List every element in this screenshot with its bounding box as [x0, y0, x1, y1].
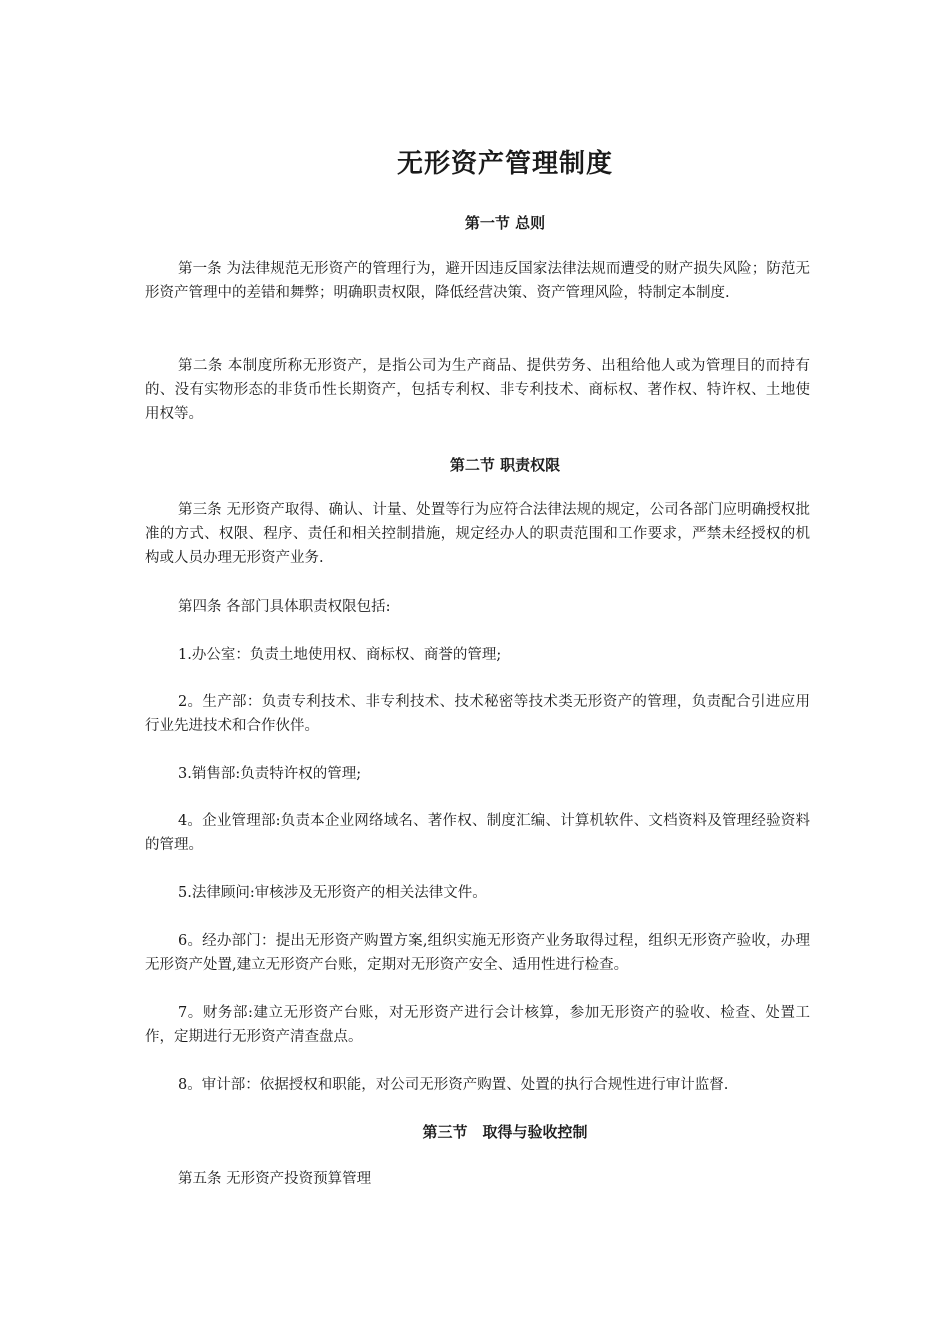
list-item-office: 1.办公室：负责土地使用权、商标权、商誉的管理; — [178, 647, 502, 663]
list-item-legal-counsel: 5.法律顾问:审核涉及无形资产的相关法律文件。 — [178, 885, 487, 901]
article-1-paragraph: 第一条 为法律规范无形资产的管理行为，避开因违反国家法律法规而遭受的财产损失风险；防范无形资产管理中的差错和舞弊；明确职责权限，降低经营决策、资产管理风险，特制定本制度. — [145, 261, 810, 301]
list-item-handling-department: 6。经办部门：提出无形资产购置方案,组织实施无形资产业务取得过程，组织无形资产验收，办理无形资产处置,建立无形资产台账，定期对无形资产安全、适用性进行检查。 — [145, 933, 810, 973]
document-title: 无形资产管理制度 — [396, 149, 613, 179]
list-item-sales: 3.销售部:负责特许权的管理; — [178, 766, 362, 782]
section-heading-2: 第二节 职责权限 — [449, 456, 561, 474]
list-item-finance: 7。财务部:建立无形资产台账，对无形资产进行会计核算，参加无形资产的验收、检查、处置工作，定期进行无形资产清查盘点。 — [145, 1005, 810, 1045]
section-heading-3: 第三节 取得与验收控制 — [422, 1123, 588, 1141]
article-5-paragraph: 第五条 无形资产投资预算管理 — [178, 1171, 372, 1187]
list-item-audit: 8。审计部：依据授权和职能，对公司无形资产购置、处置的执行合规性进行审计监督. — [178, 1077, 729, 1093]
section-heading-1: 第一节 总则 — [464, 214, 546, 232]
list-item-enterprise-management: 4。企业管理部:负责本企业网络域名、著作权、制度汇编、计算机软件、文档资料及管理经验资料的管理。 — [145, 813, 810, 853]
article-3-paragraph: 第三条 无形资产取得、确认、计量、处置等行为应符合法律法规的规定，公司各部门应明确授权批准的方式、权限、程序、责任和相关控制措施，规定经办人的职责范围和工作要求，严禁未经授权的机构或人员办理无形资产业务. — [145, 502, 810, 566]
list-item-production: 2。生产部：负责专利技术、非专利技术、技术秘密等技术类无形资产的管理，负责配合引进应用行业先进技术和合作伙伴。 — [145, 694, 810, 734]
article-2-paragraph: 第二条 本制度所称无形资产，是指公司为生产商品、提供劳务、出租给他人或为管理目的而持有的、没有实物形态的非货币性长期资产，包括专利权、非专利技术、商标权、著作权、特许权、土地使用权等。 — [145, 358, 810, 422]
article-4-paragraph: 第四条 各部门具体职责权限包括: — [178, 599, 391, 615]
